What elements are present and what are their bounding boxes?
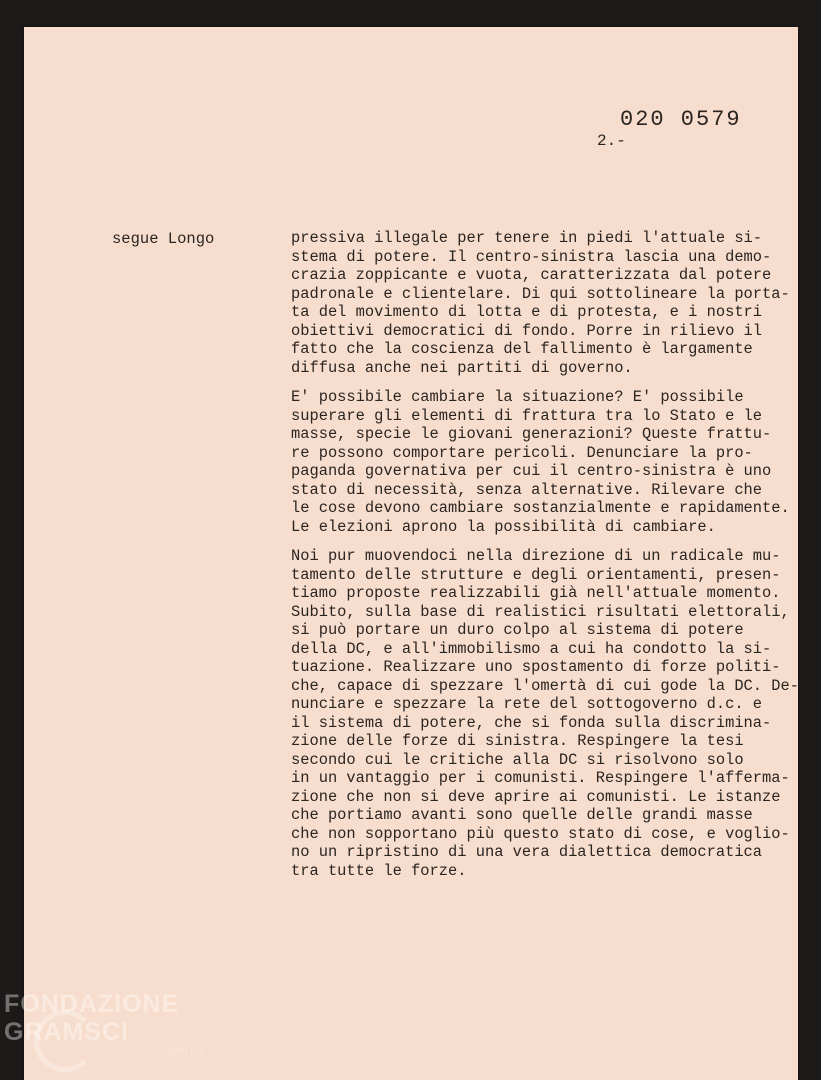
text-line: tiamo proposte realizzabili già nell'attuale momento. xyxy=(291,584,781,602)
text-line: Noi pur muovendoci nella direzione di un radicale mu- xyxy=(291,547,781,565)
text-line: no un ripristino di una vera dialettica democratica xyxy=(291,843,763,861)
text-line: tuazione. Realizzare uno spostamento di forze politi- xyxy=(291,658,781,676)
watermark-line-2: GRAMSCI xyxy=(4,1018,130,1046)
text-line: il sistema di potere, che si fonda sulla discrimina- xyxy=(291,713,772,732)
text-line: paganda governativa per cui il centro-sinistra è uno xyxy=(291,462,772,480)
text-line: crazia zoppicante e vuota, caratterizzata dal potere xyxy=(291,266,772,284)
text-line: diffusa anche nei partiti di governo. xyxy=(291,358,633,377)
text-line: pressiva illegale per tenere in piedi l'attuale si- xyxy=(291,229,763,247)
text-line: re possono comportare pericoli. Denunciare la pro- xyxy=(291,443,753,462)
text-line: che non sopportano più questo stato di cose, e voglio- xyxy=(291,824,790,843)
text-line: masse, specie le giovani generazioni? Queste frattu- xyxy=(291,425,772,443)
text-line: stato di necessità, senza alternative. Rilevare che xyxy=(291,480,763,499)
watermark-line-1: FONDAZIONE xyxy=(4,990,180,1018)
text-line: obiettivi democratici di fondo. Porre in rilievo il xyxy=(291,321,763,340)
speaker-label: segue Longo xyxy=(112,230,215,248)
watermark-logo-icon xyxy=(34,1010,96,1072)
text-line: zione che non si deve aprire ai comunisti. Le istanze xyxy=(291,787,781,806)
text-line: nunciare e spezzare la rete del sottogoverno d.c. e xyxy=(291,695,763,713)
text-line: della DC, e all'immobilismo a cui ha condotto la si- xyxy=(291,639,772,658)
text-line: zione delle forze di sinistra. Respingere la tesi xyxy=(291,732,744,750)
text-line: superare gli elementi di frattura tra lo Stato e le xyxy=(291,406,763,425)
text-line: ta del movimento di lotta e di protesta, e i nostri xyxy=(291,303,763,321)
text-line: Subito, sulla base di realistici risultati elettorali, xyxy=(291,602,790,621)
text-line: che portiamo avanti sono quelle delle grandi masse xyxy=(291,806,753,824)
page-number: 2.- xyxy=(597,132,626,150)
document-page xyxy=(24,27,798,1080)
text-line: E' possibile cambiare la situazione? E' possibile xyxy=(291,388,744,406)
text-line: tra tutte le forze. xyxy=(291,861,467,880)
text-line: le cose devono cambiare sostanzialmente e rapidamente. xyxy=(291,499,790,517)
text-line: secondo cui le critiche alla DC si risolvono solo xyxy=(291,750,744,769)
paragraph-1 xyxy=(291,229,799,377)
text-line: si può portare un duro colpo al sistema di potere xyxy=(291,621,744,639)
archive-number: 020 0579 xyxy=(620,107,742,132)
body-text xyxy=(291,229,799,891)
text-line: Le elezioni aprono la possibilità di cambiare. xyxy=(291,517,716,536)
text-line: che, capace di spezzare l'omertà di cui gode la DC. De- xyxy=(291,676,799,695)
text-line: stema di potere. Il centro-sinistra lascia una demo- xyxy=(291,247,772,266)
text-line: in un vantaggio per i comunisti. Respingere l'afferma- xyxy=(291,769,790,787)
paragraph-2 xyxy=(291,388,799,536)
watermark-suffix: ONLUS xyxy=(169,1046,206,1056)
text-line: fatto che la coscienza del fallimento è largamente xyxy=(291,340,753,358)
text-line: tamento delle strutture e degli orientamenti, presen- xyxy=(291,565,781,584)
text-line: padronale e clientelare. Di qui sottolineare la porta- xyxy=(291,284,790,303)
fondazione-gramsci-watermark xyxy=(4,990,206,1056)
paragraph-3 xyxy=(291,547,799,880)
